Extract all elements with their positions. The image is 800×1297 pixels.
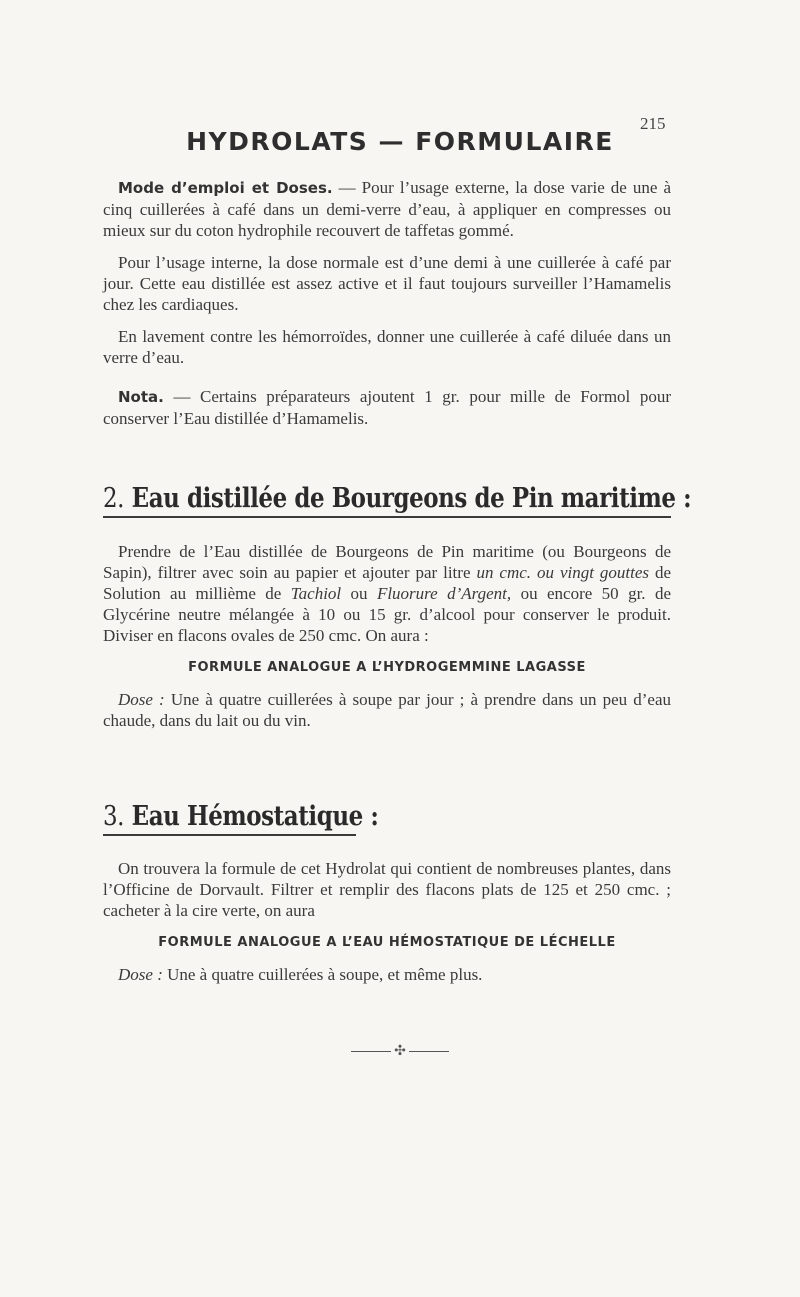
page-number: 215: [640, 114, 666, 133]
section-number: 2.: [103, 483, 125, 514]
ornament-line: [351, 1051, 391, 1052]
section3-body: [103, 858, 671, 996]
section-title: Eau distillée de Bourgeons de Pin maritime :: [131, 483, 692, 514]
dose-text: Une à quatre cuillerées à soupe par jour ; à prendre dans un peu d’eau chaude, dans du lait ou du vin.: [103, 690, 671, 730]
end-ornament: [0, 1043, 800, 1060]
nota-paragraph: [103, 386, 671, 429]
paragraph: On trouvera la formule de cet Hydrolat qui contient de nombreuses plantes, dans l’Officine de Dorvault. Filtrer et remplir des flacons plats de 125 et 250 cmc. ; cacheter à la cire verte, on aura: [103, 859, 671, 920]
italic-run: Fluorure d’Argent,: [376, 584, 512, 603]
paragraph: Pour l’usage interne, la dose normale est d’une demi à une cuillerée à café par jour. Cette eau distillée est assez active et il faut toujours surveiller l’Hamamelis chez les cardiaques.: [103, 253, 671, 314]
text-run: de Solution au millième de: [103, 563, 672, 603]
dose-text: Une à quatre cuillerées à soupe, et même plus.: [162, 965, 483, 984]
dose-label: Dose :: [118, 965, 163, 984]
section3-heading: [103, 801, 378, 832]
running-header: HYDROLATS — FORMULAIRE: [186, 127, 614, 156]
italic-run: un cmc. ou vingt gouttes: [476, 563, 649, 582]
formula-caption: FORMULE ANALOGUE A L’EAU HÉMOSTATIQUE DE LÉCHELLE: [158, 935, 616, 950]
lead-label: Mode d’emploi et Doses.: [118, 179, 333, 197]
paragraph: [103, 177, 671, 241]
ornament-line: [409, 1051, 449, 1052]
heading-underline: [103, 834, 356, 836]
paragraph-text: — Pour l’usage externe, la dose varie de une à cinq cuillerées à café dans un demi-verre d’eau, à appliquer en compresses ou mieux sur du coton hydrophile recouvert de taffetas gommé.: [103, 178, 672, 240]
italic-run: Tachiol: [290, 584, 342, 603]
section-number: 3.: [103, 801, 125, 832]
dose-label: Dose :: [118, 690, 165, 709]
section2-body: [103, 541, 671, 742]
paragraph: En lavement contre les hémorroïdes, donner une cuillerée à café diluée dans un verre d’eau.: [103, 327, 671, 367]
paragraph: [103, 541, 671, 646]
formula-caption: FORMULE ANALOGUE A L’HYDROGEMMINE LAGASSE: [188, 660, 586, 675]
text-run: ou: [341, 584, 377, 603]
text-run: Prendre de l’Eau distillée de Bourgeons de Pin maritime (ou Bourgeons de Sapin), filtrer avec soin au papier et ajouter par litre: [103, 542, 671, 582]
text-run: ou encore 50 gr. de Glycérine neutre mélangée à 10 ou 15 gr. d’alcool pour conserver le produit. Diviser en flacons ovales de 250 cmc. On aura :: [103, 584, 671, 645]
nota-label: Nota.: [118, 388, 164, 406]
section-title: Eau Hémostatique :: [131, 801, 379, 832]
ornament-glyph: ✣: [394, 1044, 406, 1059]
dose-paragraph: [103, 689, 671, 731]
paragraph-text: — Certains préparateurs ajoutent 1 gr. pour mille de Formol pour conserver l’Eau distillée d’Hamamelis.: [103, 387, 672, 428]
section2-heading: [103, 483, 691, 514]
dose-paragraph: [103, 964, 671, 985]
section1-body: [103, 177, 671, 440]
heading-underline: [103, 516, 671, 518]
